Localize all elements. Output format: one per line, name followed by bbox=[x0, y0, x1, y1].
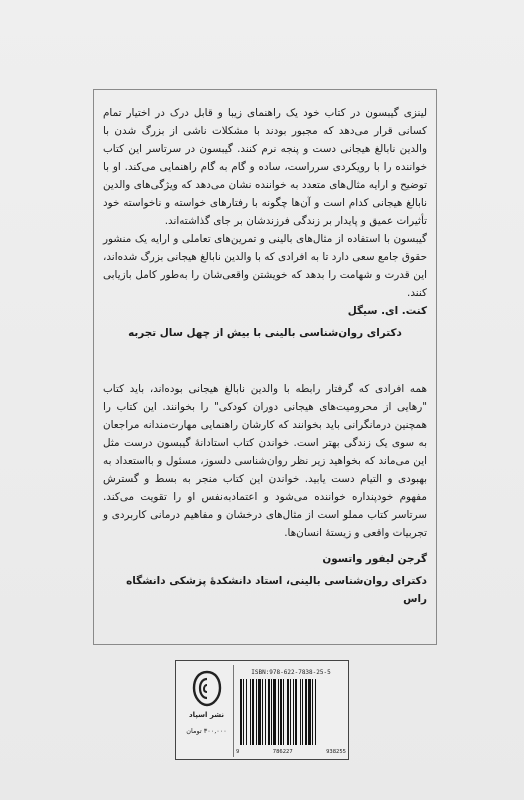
barcode-bar bbox=[300, 679, 301, 745]
barcode-bar bbox=[252, 679, 254, 745]
barcode-bar bbox=[262, 679, 263, 745]
quote-1-body-2: گیبسون با استفاده از مثال‌های بالینی و تمرین‌های تعاملی و ارایه یک منشور حقوق جامع سعی دارد تا به افرادی که با والدین نابالغ هیجانی بزرگ شده‌اند، این قدرت و شهامت را بدهد که خویشتن واقعی‌شان را به‌طور کامل بازیابی کنند. bbox=[103, 233, 427, 299]
barcode-bar bbox=[240, 679, 242, 745]
barcode-bar bbox=[308, 679, 311, 745]
quote-2-body: همه افرادی که گرفتار رابطه با والدین نابالغ هیجانی بوده‌اند، باید کتاب "رهایی از محرومیت‌های هیجانی دوران کودکی" را بخوانند. این کتاب را همچنین درمانگرانی باید بخوانند که کارشان راهنمایی مهارت‌مندانه مراجعان به سوی یک زندگی بهتر است. خواندن کتاب استادانهٔ گیبسون درست مثل این می‌ماند که بخواهید زیر نظر روان‌شناسی دلسوز، مسئول و بااستعداد به بهبودی و التیام دست یابید. خواندن این کتاب منجر به بسط و گسترش مفهوم خودپنداره خواننده می‌شود و اعتمادبه‌نفس او را تقویت می‌کند. سرتاسر کتاب مملو است از مثال‌های درخشان و مفاهیم درمانی کاربردی و تجربیات واقعی و زیستهٔ انسان‌ها. bbox=[103, 383, 427, 539]
quote-1-author: کنت. ای. سیگل bbox=[347, 305, 427, 317]
quote-2-credential: دکترای روان‌شناسی بالینی، استاد دانشکدهٔ پزشکی دانشگاه راس bbox=[126, 575, 427, 605]
quote-1-credential: دکترای روان‌شناسی بالینی با بیش از چهل سال تجربه bbox=[128, 327, 402, 339]
publisher-logo-icon bbox=[191, 669, 223, 709]
barcode-bar bbox=[265, 679, 266, 745]
quote-block-1 bbox=[103, 104, 427, 342]
publisher-barcode-box bbox=[175, 660, 349, 760]
quote-1-body: لینزی گیبسون در کتاب خود یک راهنمای زیبا و قابل درک در اختیار تمام کسانی قرار می‌دهد که مجبور بودند با مشکلات ناشی از بزرگ شدن با والدین نابالغ هیجانی دست و پنجه نرم کنند. گیبسون در سرتاسر این کتاب خواننده را با رویکردی سرراست، ساده و گام به گام راهنمایی می‌کند. او با توضیح و ارایه مثال‌های متعدد به خواننده نشان می‌دهد که ویژگی‌های والدین نابالغ هیجانی کدام است و آن‌ها چگونه با رفتارهای خواسته و ناخواسته خود تأثیرات عمیق و پایدار بر زندگی فرزندشان بر جای گذاشته‌اند. bbox=[103, 107, 427, 227]
barcode-bar bbox=[250, 679, 251, 745]
barcode-bar bbox=[312, 679, 313, 745]
isbn-label: ISBN:978-622-7838-25-5 bbox=[251, 669, 331, 676]
barcode-bar bbox=[278, 679, 279, 745]
barcode-bar bbox=[315, 679, 316, 745]
barcode bbox=[238, 679, 344, 747]
barcode-bar bbox=[273, 679, 276, 745]
publisher-logo-area bbox=[180, 665, 234, 757]
barcode-bar bbox=[290, 679, 291, 745]
barcode-bar bbox=[305, 679, 307, 745]
barcode-bar bbox=[258, 679, 261, 745]
quote-block-2 bbox=[103, 380, 427, 608]
barcode-start-digit: 9 bbox=[236, 749, 240, 755]
barcode-bar bbox=[271, 679, 272, 745]
barcode-bar bbox=[283, 679, 284, 745]
barcode-bar bbox=[287, 679, 289, 745]
price-label: ۳۰۰,۰۰۰ تومان bbox=[186, 727, 227, 735]
barcode-bar bbox=[268, 679, 270, 745]
barcode-right-digits: 938255 bbox=[326, 749, 346, 755]
barcode-bar bbox=[246, 679, 247, 745]
barcode-bar bbox=[295, 679, 297, 745]
barcode-bar bbox=[256, 679, 257, 745]
quote-2-author: گرجن لیفور واتسون bbox=[322, 553, 427, 565]
publisher-name: نشر اسپاد bbox=[189, 711, 224, 719]
barcode-left-digits: 786227 bbox=[272, 749, 293, 755]
barcode-bar bbox=[243, 679, 244, 745]
barcode-bar bbox=[280, 679, 282, 745]
barcode-bar bbox=[293, 679, 294, 745]
barcode-digits bbox=[236, 749, 346, 755]
barcode-bar bbox=[302, 679, 303, 745]
